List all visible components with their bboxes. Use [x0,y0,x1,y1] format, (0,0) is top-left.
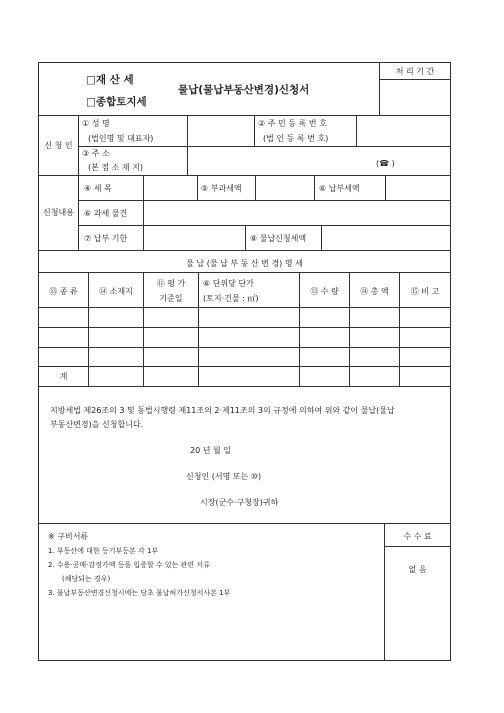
tax-object-label: ⑥ 과세 물건 [84,209,128,218]
date-line: 20 년 월 일 [190,446,231,455]
form-title: 물납(물납부동산변경)신청서 [178,84,310,96]
address-field[interactable] [188,147,449,174]
details-title: 물 납 (물 납 부 동 산 변 경) 명 세 [186,259,303,268]
id-sub-label: (법 인 등 록 번 호) [263,134,329,143]
address-sub-label: (본 점 소 재 지) [88,163,144,172]
frame-right [450,62,451,661]
col-unit-price-header: ⑥ 단위당 단가 [203,279,254,288]
request-amount-field[interactable] [322,226,449,249]
due-date-field[interactable] [144,226,244,249]
request-section-label: 신청내용 [43,208,74,217]
table-row[interactable] [39,328,450,346]
tax-item-field[interactable] [144,176,196,199]
required-doc-3: 3. 물납부동산변경신청시에는 당초 물납허가신청서사본 1부 [48,589,231,597]
addressee-line: 시장(군수·구청장)귀하 [200,498,279,507]
name-sub-label: (법인명 및 대표자) [88,134,154,143]
address-label: ③ 주 소 [82,149,110,158]
tax-item-label: ④ 세 목 [84,184,112,193]
col-location-header: ⑭ 소재지 [99,287,133,296]
total-row-label: 계 [59,372,68,381]
tax-amount-label: ⑤ 부과세액 [201,184,242,193]
statement-line-1: 지방세법 제26조의 3 및 동법시행령 제11조의 2·제11조의 3의 규정에 의하여 위와 같이 물납(물납 [50,406,395,415]
tax-amount-field[interactable] [256,176,313,199]
required-doc-1: 1. 부동산에 대한 등기부등본 각 1부 [48,547,159,555]
due-date-label: ⑦ 납부 기한 [84,234,128,243]
checkbox-land-tax[interactable]: □종합토지세 [86,96,147,108]
applicant-section-label: 신 청 인 [44,141,73,150]
required-doc-2-note: (해당되는 경우) [62,575,111,583]
fee-value: 없 음 [408,565,427,574]
required-docs-title: ※ 구비서류 [48,532,89,541]
signer-line[interactable]: 신청인 (서명 또는 ⑩) [186,472,262,481]
tax-object-field[interactable] [144,201,449,224]
name-field[interactable] [188,116,253,146]
name-label: ① 성 명 [82,119,110,128]
request-amount-label: ⑧ 물납신청세액 [250,234,307,243]
col-note-header: ⑮ 비 고 [410,287,440,296]
payment-amount-field[interactable] [386,176,449,199]
frame-bottom [38,660,451,661]
required-doc-2: 2. 수용·공매·감정가액 등을 입증할 수 있는 관련 서류 [48,561,210,569]
frame-top [38,62,451,63]
phone-field[interactable]: (☎ ) [376,159,395,168]
id-label: ② 주 민 등 록 번 호 [258,119,327,128]
checkbox-property-tax[interactable]: □재 산 세 [86,74,134,86]
table-row[interactable] [39,348,450,365]
processing-period-label: 처 리 기 간 [395,67,435,76]
table-row[interactable] [39,308,450,326]
statement-line-2: 부동산변경)을 신청합니다. [50,420,144,429]
col-type-header: ⑬ 종 류 [49,287,78,296]
col-eval-header: ⑪ 평 가 [156,279,186,288]
fee-label: 수 수 료 [403,532,432,541]
col-unit-price-sub-header: (토지·건물 : ㎡) [203,294,259,303]
payment-amount-label: ⑥ 납부세액 [319,184,360,193]
col-eval-sub-header: 기준일 [159,294,183,303]
col-qty-header: ⑬ 수 량 [310,287,339,296]
id-field[interactable] [357,116,449,146]
col-total-header: ⑭ 총 액 [360,287,389,296]
